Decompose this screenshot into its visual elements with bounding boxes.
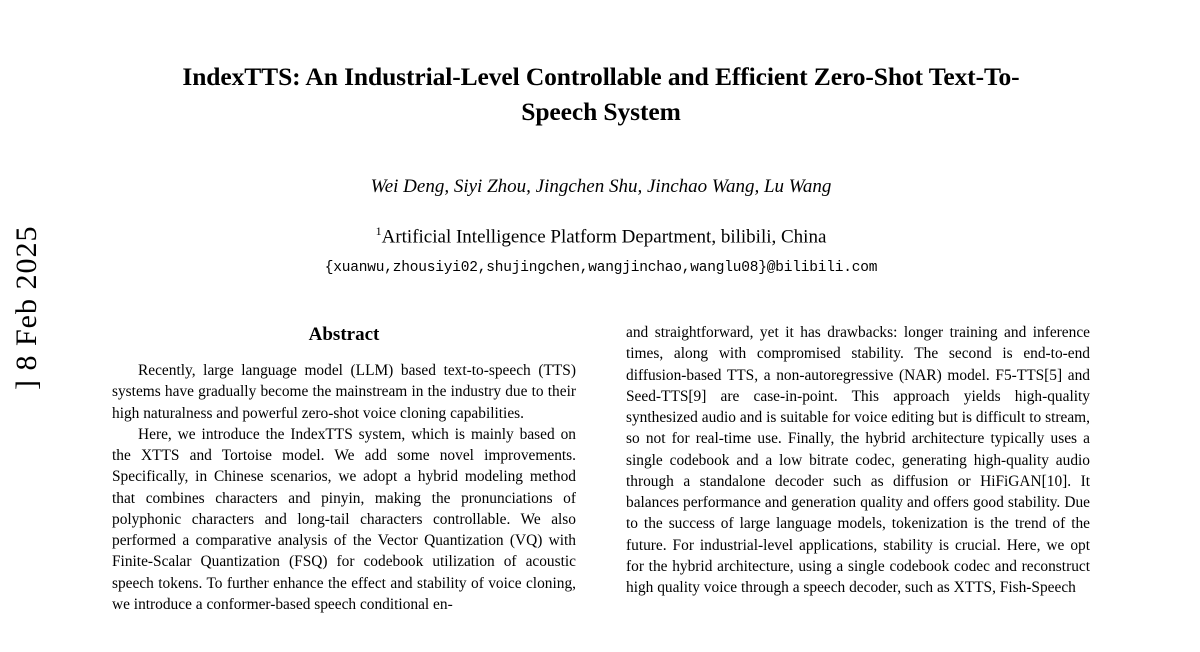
affiliation-text: Artificial Intelligence Platform Department, bilibili, China <box>381 226 827 248</box>
paper-header <box>112 60 1090 276</box>
affiliation <box>112 224 1090 248</box>
right-column <box>626 322 1090 648</box>
page-title: IndexTTS: An Industrial-Level Controllable and Efficient Zero-Shot Text-To-Speech System <box>182 62 1020 126</box>
author-list: Wei Deng, Siyi Zhou, Jingchen Shu, Jinchao Wang, Lu Wang <box>370 176 832 198</box>
paper-body <box>112 322 1090 652</box>
arxiv-stamp: ] 8 Feb 2025 <box>10 225 43 390</box>
abstract-paragraph-2: Here, we introduce the IndexTTS system, which is mainly based on the XTTS and Tortoise model. We add some novel improvements. Specifically, in Chinese scenarios, we adopt a hybrid modeling method that combines characters and pinyin, making the pronunciations of polyphonic characters and long-tail characters controllable. We also performed a comparative analysis of the Vector Quantization (VQ) with Finite-Scalar Quantization (FSQ) for codebook utilization of acoustic speech tokens. To further enhance the effect and stability of voice cloning, we introduce a conformer-based speech conditional en- <box>112 425 576 613</box>
affiliation-marker: 1 <box>375 224 382 239</box>
abstract-heading: Abstract <box>308 324 380 345</box>
left-column <box>112 322 576 648</box>
contact-emails: {xuanwu,zhousiyi02,shujingchen,wangjinchao,wanglu08}@bilibili.com <box>324 259 878 276</box>
abstract-paragraph-1: Recently, large language model (LLM) based text-to-speech (TTS) systems have gradually become the mainstream in the industry due to their high naturalness and powerful zero-shot voice cloning capabilities. <box>112 362 576 422</box>
intro-paragraph-continued: and straightforward, yet it has drawbacks: longer training and inference times, along with compromised stability. The second is end-to-end diffusion-based TTS, a non-autoregressive (NAR) model. F5-TTS[5] and Seed-TTS[9] are case-in-point. This approach yields high-quality synthesized audio and is suitable for voice editing but is difficult to stream, so not for real-time use. Finally, the hybrid architecture typically uses a single codebook and a low bitrate codec, generating high-quality audio through a standalone decoder such as diffusion or HiFiGAN[10]. It balances performance and generation quality and offers good stability. Due to the success of large language models, tokenization is the trend of the future. For industrial-level applications, stability is crucial. Here, we opt for the hybrid architecture, using a single codebook codec and reconstruct high quality voice through a speech decoder, such as XTTS, Fish-Speech <box>626 324 1090 596</box>
